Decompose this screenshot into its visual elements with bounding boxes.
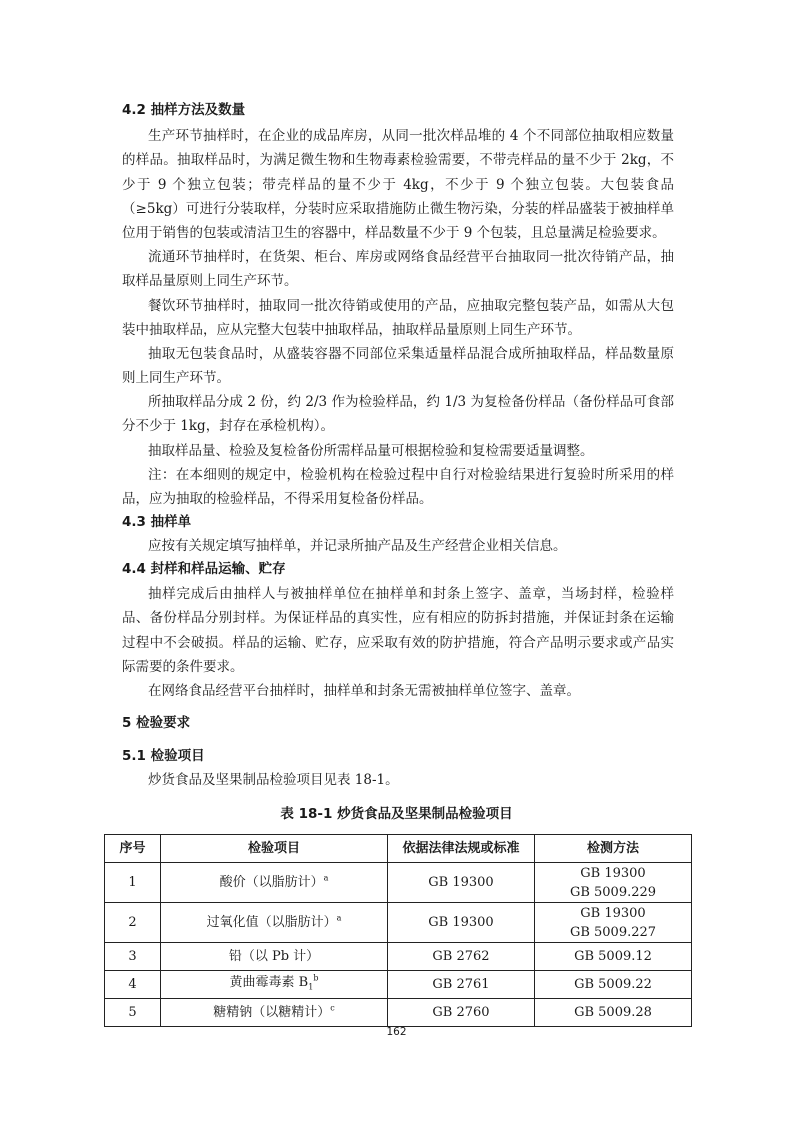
cell-method: GB 5009.22 [535,971,692,999]
cell-basis: GB 2761 [388,971,535,999]
section-heading-4-2: 4.2 抽样方法及数量 [122,102,246,118]
method-line: GB 5009.227 [569,924,657,940]
header-item: 检验项目 [161,835,388,863]
cell-method [535,903,692,943]
paragraph-sampling-form: 应按有关规定填写抽样单，并记录所抽产品及生产经营企业相关信息。 [148,538,567,554]
table-caption: 表 18-1 炒货食品及坚果制品检验项目 [280,806,513,822]
footnote-marker: a [336,913,342,923]
inspection-items-table [104,834,692,1027]
item-label: 过氧化值（以脂肪计） [206,915,337,930]
paragraph-unpackaged-sampling: 抽取无包装食品时，从盛装容器不同部位采集适量样品混合成所抽取样品，样品数量原则上同生产环节。 [122,346,674,387]
cell-item [161,863,388,903]
method-line: GB 19300 [580,865,646,881]
paragraph-sealing: 抽样完成后由抽样人与被抽样单位在抽样单和封条上签字、盖章，当场封样，检验样品、备份样品分别封样。为保证样品的真实性，应有相应的防拆封措施，并保证封条在运输过程中不会破损。样品的运输、贮存，应采取有效的防护措施，符合产品明示要求或产品实际需要的条件要求。 [122,586,674,675]
table-row [105,999,692,1027]
cell-method [535,863,692,903]
paragraph-online-sealing: 在网络食品经营平台抽样时，抽样单和封条无需被抽样单位签字、盖章。 [148,683,580,699]
cell-basis: GB 2760 [388,999,535,1027]
item-label: 酸价（以脂肪计） [219,875,324,890]
cell-item [161,999,388,1027]
section-heading-4-3: 4.3 抽样单 [122,514,192,530]
cell-basis: GB 2762 [388,943,535,971]
cell-no: 1 [105,863,161,903]
footnote-marker: b [313,973,319,983]
item-label: 黄曲霉毒素 B [229,974,309,990]
paragraph-sample-split: 所抽取样品分成 2 份，约 2/3 作为检验样品，约 1/3 为复检备份样品（备份样品可食部分不少于 1kg，封存在承检机构）。 [122,394,674,435]
cell-basis: GB 19300 [388,863,535,903]
table-row [105,971,692,999]
table-header-row [105,835,692,863]
header-no: 序号 [105,835,161,863]
page-number: 162 [386,1026,407,1038]
cell-no: 5 [105,999,161,1027]
section-heading-5-1: 5.1 检验项目 [122,748,205,764]
section-heading-5: 5 检验要求 [122,715,191,731]
header-basis: 依据法律法规或标准 [388,835,535,863]
paragraph-circulation-sampling: 流通环节抽样时，在货架、柜台、库房或网络食品经营平台抽取同一批次待销产品，抽取样品量原则上同生产环节。 [122,249,674,290]
table-row [105,903,692,943]
cell-item [161,971,388,999]
subscript: 1 [308,982,314,992]
table-row [105,943,692,971]
paragraph-note: 注：在本细则的规定中，检验机构在检验过程中自行对检验结果进行复验时所采用的样品，应为抽取的检验样品，不得采用复检备份样品。 [122,467,674,508]
paragraph-sample-quantity: 抽取样品量、检验及复检备份所需样品量可根据检验和复检需要适量调整。 [148,443,594,459]
method-line: GB 5009.229 [569,884,657,900]
cell-no: 3 [105,943,161,971]
item-label: 糖精钠（以糖精计） [213,1005,331,1020]
cell-basis: GB 19300 [388,903,535,943]
header-method: 检测方法 [535,835,692,863]
cell-no: 2 [105,903,161,943]
cell-item [161,903,388,943]
cell-method: GB 5009.12 [535,943,692,971]
paragraph-catering-sampling: 餐饮环节抽样时，抽取同一批次待销或使用的产品，应抽取完整包装产品，如需从大包装中抽取样品，应从完整大包装中抽取样品，抽取样品量原则上同生产环节。 [122,298,674,339]
footnote-marker: c [330,1003,335,1013]
cell-no: 4 [105,971,161,999]
paragraph-production-sampling: 生产环节抽样时，在企业的成品库房，从同一批次样品堆的 4 个不同部位抽取相应数量的样品。抽取样品时，为满足微生物和生物毒素检验需要，不带壳样品的量不少于 2kg，不少于 9 个独立包装；带壳样品的量不少于 4kg，不少于 9 个独立包装。大包装食品（≥5kg）可进行分装取样，分装时应采取措施防止微生物污染，分装的样品盛装于被抽样单位用于销售的包装或清洁卫生的容器中，样品数量不少于 9 个包装，且总量满足检验要求。 [122,128,674,242]
cell-method: GB 5009.28 [535,999,692,1027]
method-line: GB 19300 [580,905,646,921]
footnote-marker: a [323,873,329,883]
section-heading-4-4: 4.4 封样和样品运输、贮存 [122,561,286,577]
cell-item: 铅（以 Pb 计） [161,943,388,971]
table-row [105,863,692,903]
paragraph-inspection-items: 炒货食品及坚果制品检验项目见表 18-1。 [148,772,399,788]
